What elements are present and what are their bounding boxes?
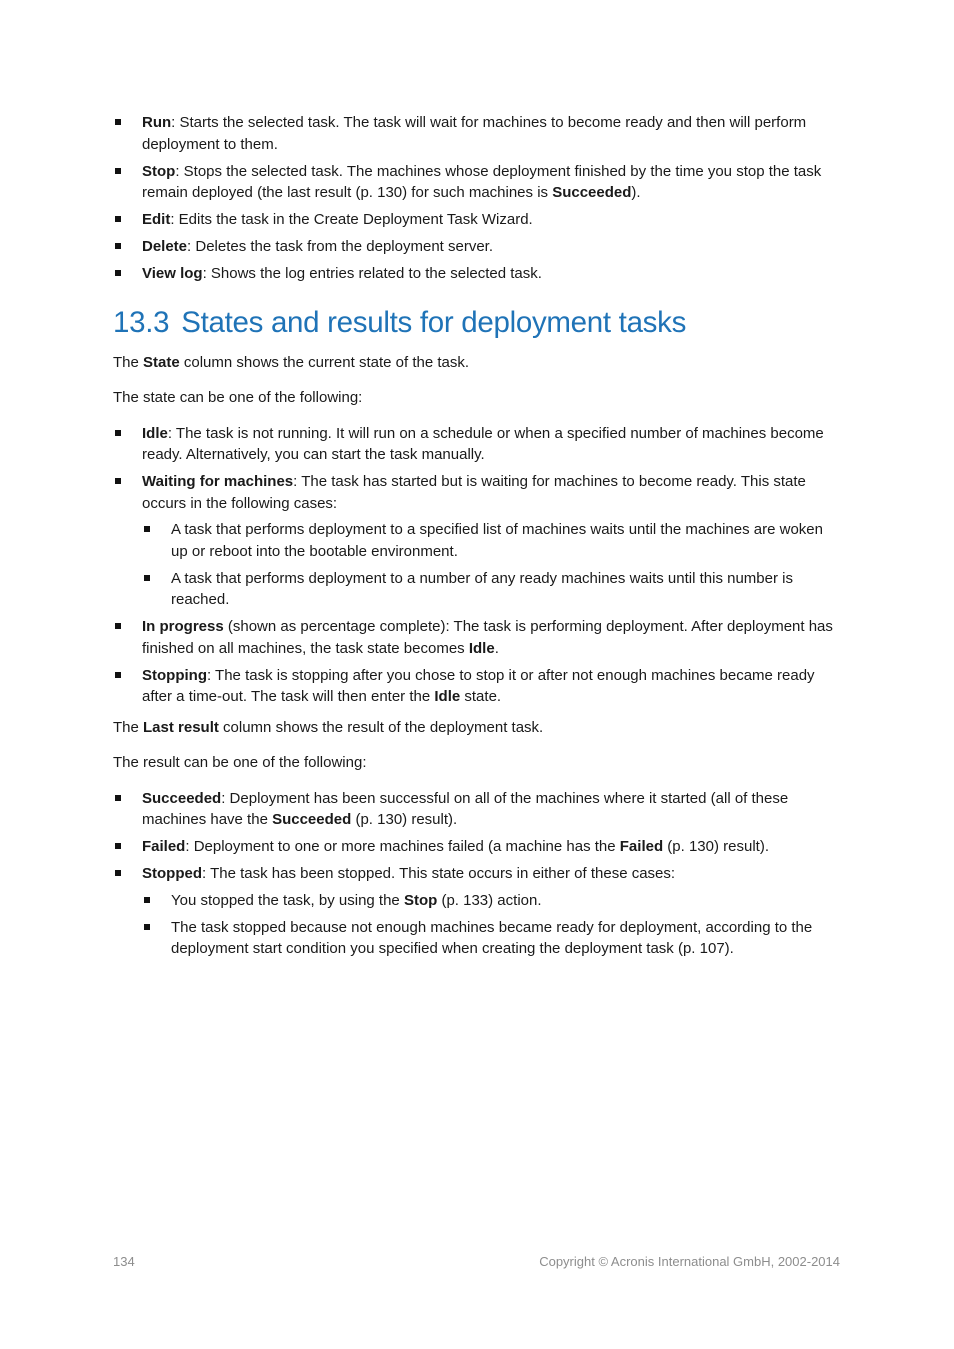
list-item: Idle: The task is not running. It will run on a schedule or when a specified number of machines become ready. Alternatively, you can start the task manually. [113,423,843,466]
bullet-icon [115,119,121,125]
list-item: In progress (shown as percentage complete): The task is performing deployment. After deployment has finished on all machines, the task state becomes Idle. [113,616,843,659]
list-item: Run: Starts the selected task. The task will wait for machines to become ready and then will perform deployment to them. [113,112,843,155]
bullet-icon [115,843,121,849]
section-title: States and results for deployment tasks [181,305,687,339]
bullet-icon [115,430,121,436]
list-item: You stopped the task, by using the Stop (p. 133) action. [142,890,843,912]
section-number: 13.3 [113,305,170,339]
list-item: A task that performs deployment to a specified list of machines waits until the machines are woken up or reboot into the bootable environment. [142,519,843,562]
bullet-icon [144,526,150,532]
bullet-icon [115,270,121,276]
results-list [113,788,843,960]
list-item: Succeeded: Deployment has been successful on all of the machines where it started (all of these machines have the Succeeded (p. 130) result). [113,788,843,831]
bullet-icon [115,672,121,678]
bullet-icon [115,243,121,249]
bullet-icon [115,795,121,801]
list-item: View log: Shows the log entries related to the selected task. [113,263,843,285]
waiting-cases-list [142,519,843,611]
list-item: A task that performs deployment to a number of any ready machines waits until this number is reached. [142,568,843,611]
result-lead: The result can be one of the following: [113,754,367,771]
bullet-icon [144,575,150,581]
list-item: Delete: Deletes the task from the deployment server. [113,236,843,258]
page-body [113,112,843,965]
page-number: 134 [113,1254,135,1269]
list-item: Waiting for machines: The task has started but is waiting for machines to become ready. This state occurs in the following cases: A task that performs deployment to a specified list of machines waits until the machines are woken up or reboot into the bootable environment. A task that performs deployment to a number of any ready machines waits until this number is reached. [113,471,843,611]
states-list [113,423,843,708]
state-lead: The state can be one of the following: [113,389,363,406]
bullet-icon [115,216,121,222]
copyright-notice: Copyright © Acronis International GmbH, 2002-2014 [539,1254,840,1269]
list-item: The task stopped because not enough machines became ready for deployment, according to the deployment start condition you specified when creating the deployment task (p. 107). [142,917,843,960]
result-intro: The Last result column shows the result of the deployment task. [113,718,544,736]
list-item: Edit: Edits the task in the Create Deployment Task Wizard. [113,209,843,231]
list-item: Stop: Stops the selected task. The machines whose deployment finished by the time you stop the task remain deployed (the last result (p. 130) for such machines is Succeeded). [113,161,843,204]
section-heading [113,305,843,341]
bullet-icon [115,478,121,484]
bullet-icon [144,924,150,930]
stopped-cases-list [142,890,843,960]
task-actions-list [113,112,843,285]
bullet-icon [115,623,121,629]
list-item: Stopping: The task is stopping after you chose to stop it or after not enough machines became ready after a time-out. The task will then enter the Idle state. [113,665,843,708]
bullet-icon [115,168,121,174]
bullet-icon [115,870,121,876]
bullet-icon [144,897,150,903]
list-item: Failed: Deployment to one or more machines failed (a machine has the Failed (p. 130) result). [113,836,843,858]
list-item: Stopped: The task has been stopped. This state occurs in either of these cases: You stopped the task, by using the Stop (p. 133) action. The task stopped because not enough machines became ready for deployment, according to the deployment start condition you specified when creating the deployment task (p. 107). [113,863,843,960]
state-intro: The State column shows the current state of the task. [113,353,470,371]
